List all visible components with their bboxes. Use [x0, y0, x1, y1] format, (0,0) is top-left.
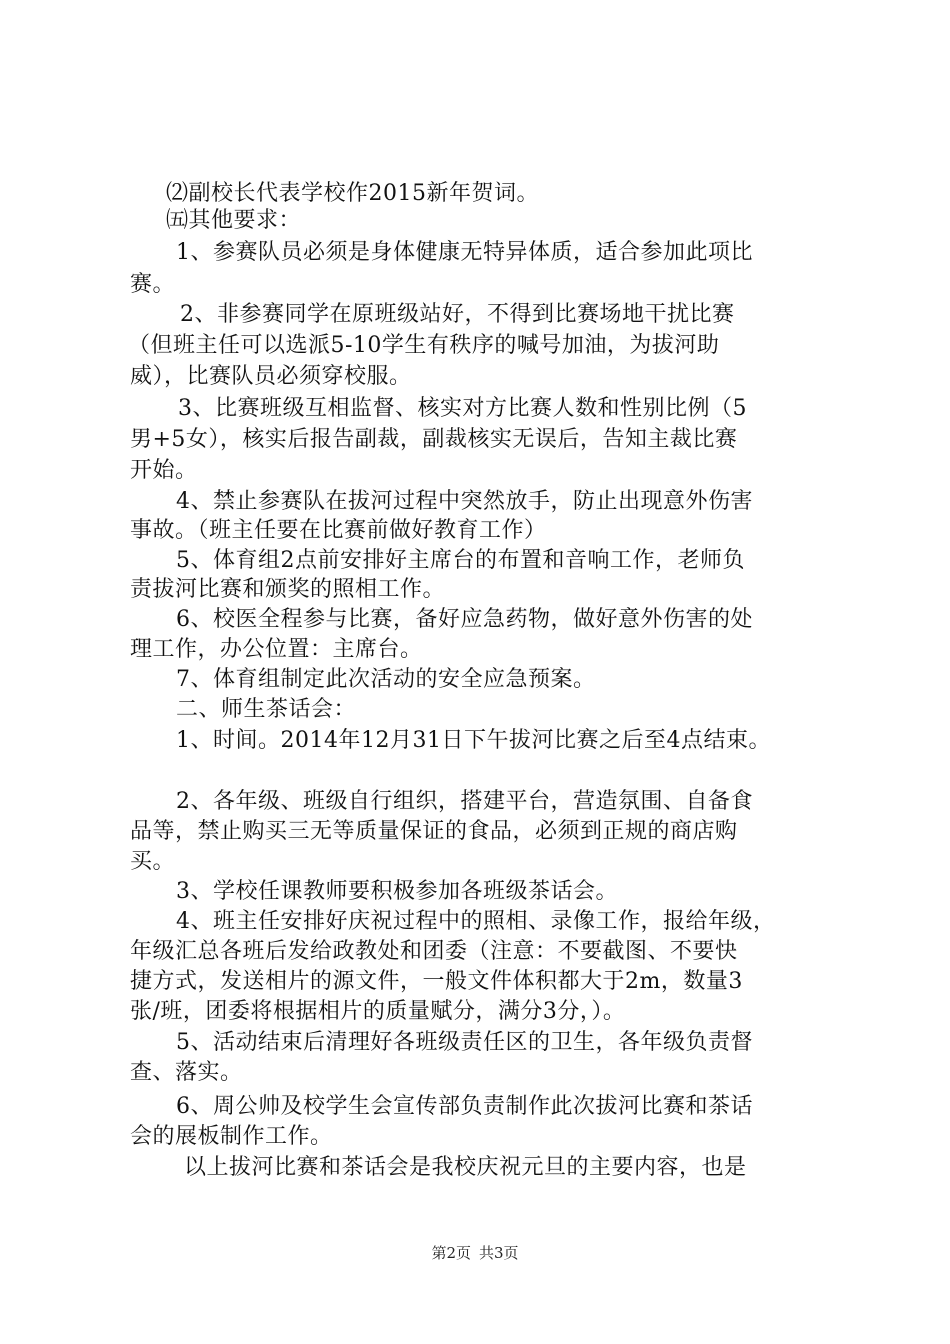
text-line: （但班主任可以选派5-10学生有秩序的喊号加油，为拔河助 [128, 333, 720, 358]
page-footer [0, 1243, 950, 1263]
text-line: 6、周公帅及校学生会宣传部负责制作此次拔河比赛和茶话 [176, 1094, 753, 1119]
text-line: 张/班，团委将根据相片的质量赋分，满分3分，）。 [130, 999, 626, 1024]
page-number: 第2页 [431, 1244, 471, 1262]
text-line: 6、校医全程参与比赛，备好应急药物，做好意外伤害的处 [176, 607, 753, 632]
text-line: 1、时间。2014年12月31日下午拔河比赛之后至4点结束。 [176, 728, 771, 753]
page-total: 共3页 [479, 1244, 519, 1262]
text-line: 5、体育组2点前安排好主席台的布置和音响工作，老师负 [176, 548, 745, 573]
text-line: 开始。 [130, 458, 198, 483]
text-line: ㈤其他要求： [166, 208, 302, 233]
text-line: 理工作，办公位置：主席台。 [130, 637, 423, 662]
text-line: 2、非参赛同学在原班级站好，不得到比赛场地干扰比赛 [180, 302, 735, 327]
text-line: 捷方式，发送相片的源文件，一般文件体积都大于2m，数量3 [130, 969, 743, 994]
text-line: 4、班主任安排好庆祝过程中的照相、录像工作，报给年级， [176, 909, 776, 934]
text-line: 3、学校任课教师要积极参加各班级茶话会。 [176, 879, 618, 904]
text-line: ⑵副校长代表学校作2015新年贺词。 [166, 181, 539, 206]
section-heading: 二、师生茶话会： [176, 697, 357, 722]
text-line: 品等，禁止购买三无等质量保证的食品，必须到正规的商店购 [130, 819, 738, 844]
text-line: 7、体育组制定此次活动的安全应急预案。 [176, 667, 596, 692]
text-line: 买。 [130, 849, 176, 874]
text-line: 4、禁止参赛队在拔河过程中突然放手，防止出现意外伤害 [176, 489, 753, 514]
text-line: 会的展板制作工作。 [130, 1124, 333, 1149]
text-line: 3、比赛班级互相监督、核实对方比赛人数和性别比例（5 [178, 396, 747, 421]
text-line: 男+5女），核实后报告副裁，副裁核实无误后，告知主裁比赛 [130, 427, 738, 452]
text-line: 查、落实。 [130, 1060, 243, 1085]
text-line: 以上拔河比赛和茶话会是我校庆祝元旦的主要内容，也是 [184, 1155, 747, 1180]
text-line: 2、各年级、班级自行组织，搭建平台，营造氛围、自备食 [176, 789, 753, 814]
text-line: 5、活动结束后清理好各班级责任区的卫生，各年级负责督 [176, 1030, 753, 1055]
text-line: 赛。 [130, 272, 176, 297]
text-line: 威），比赛队员必须穿校服。 [130, 364, 412, 389]
text-line: 事故。（班主任要在比赛前做好教育工作） [130, 518, 547, 543]
text-line: 责拔河比赛和颁奖的照相工作。 [130, 577, 446, 602]
text-line: 年级汇总各班后发给政教处和团委（注意：不要截图、不要快 [130, 939, 738, 964]
text-line: 1、参赛队员必须是身体健康无特异体质，适合参加此项比 [176, 240, 753, 265]
